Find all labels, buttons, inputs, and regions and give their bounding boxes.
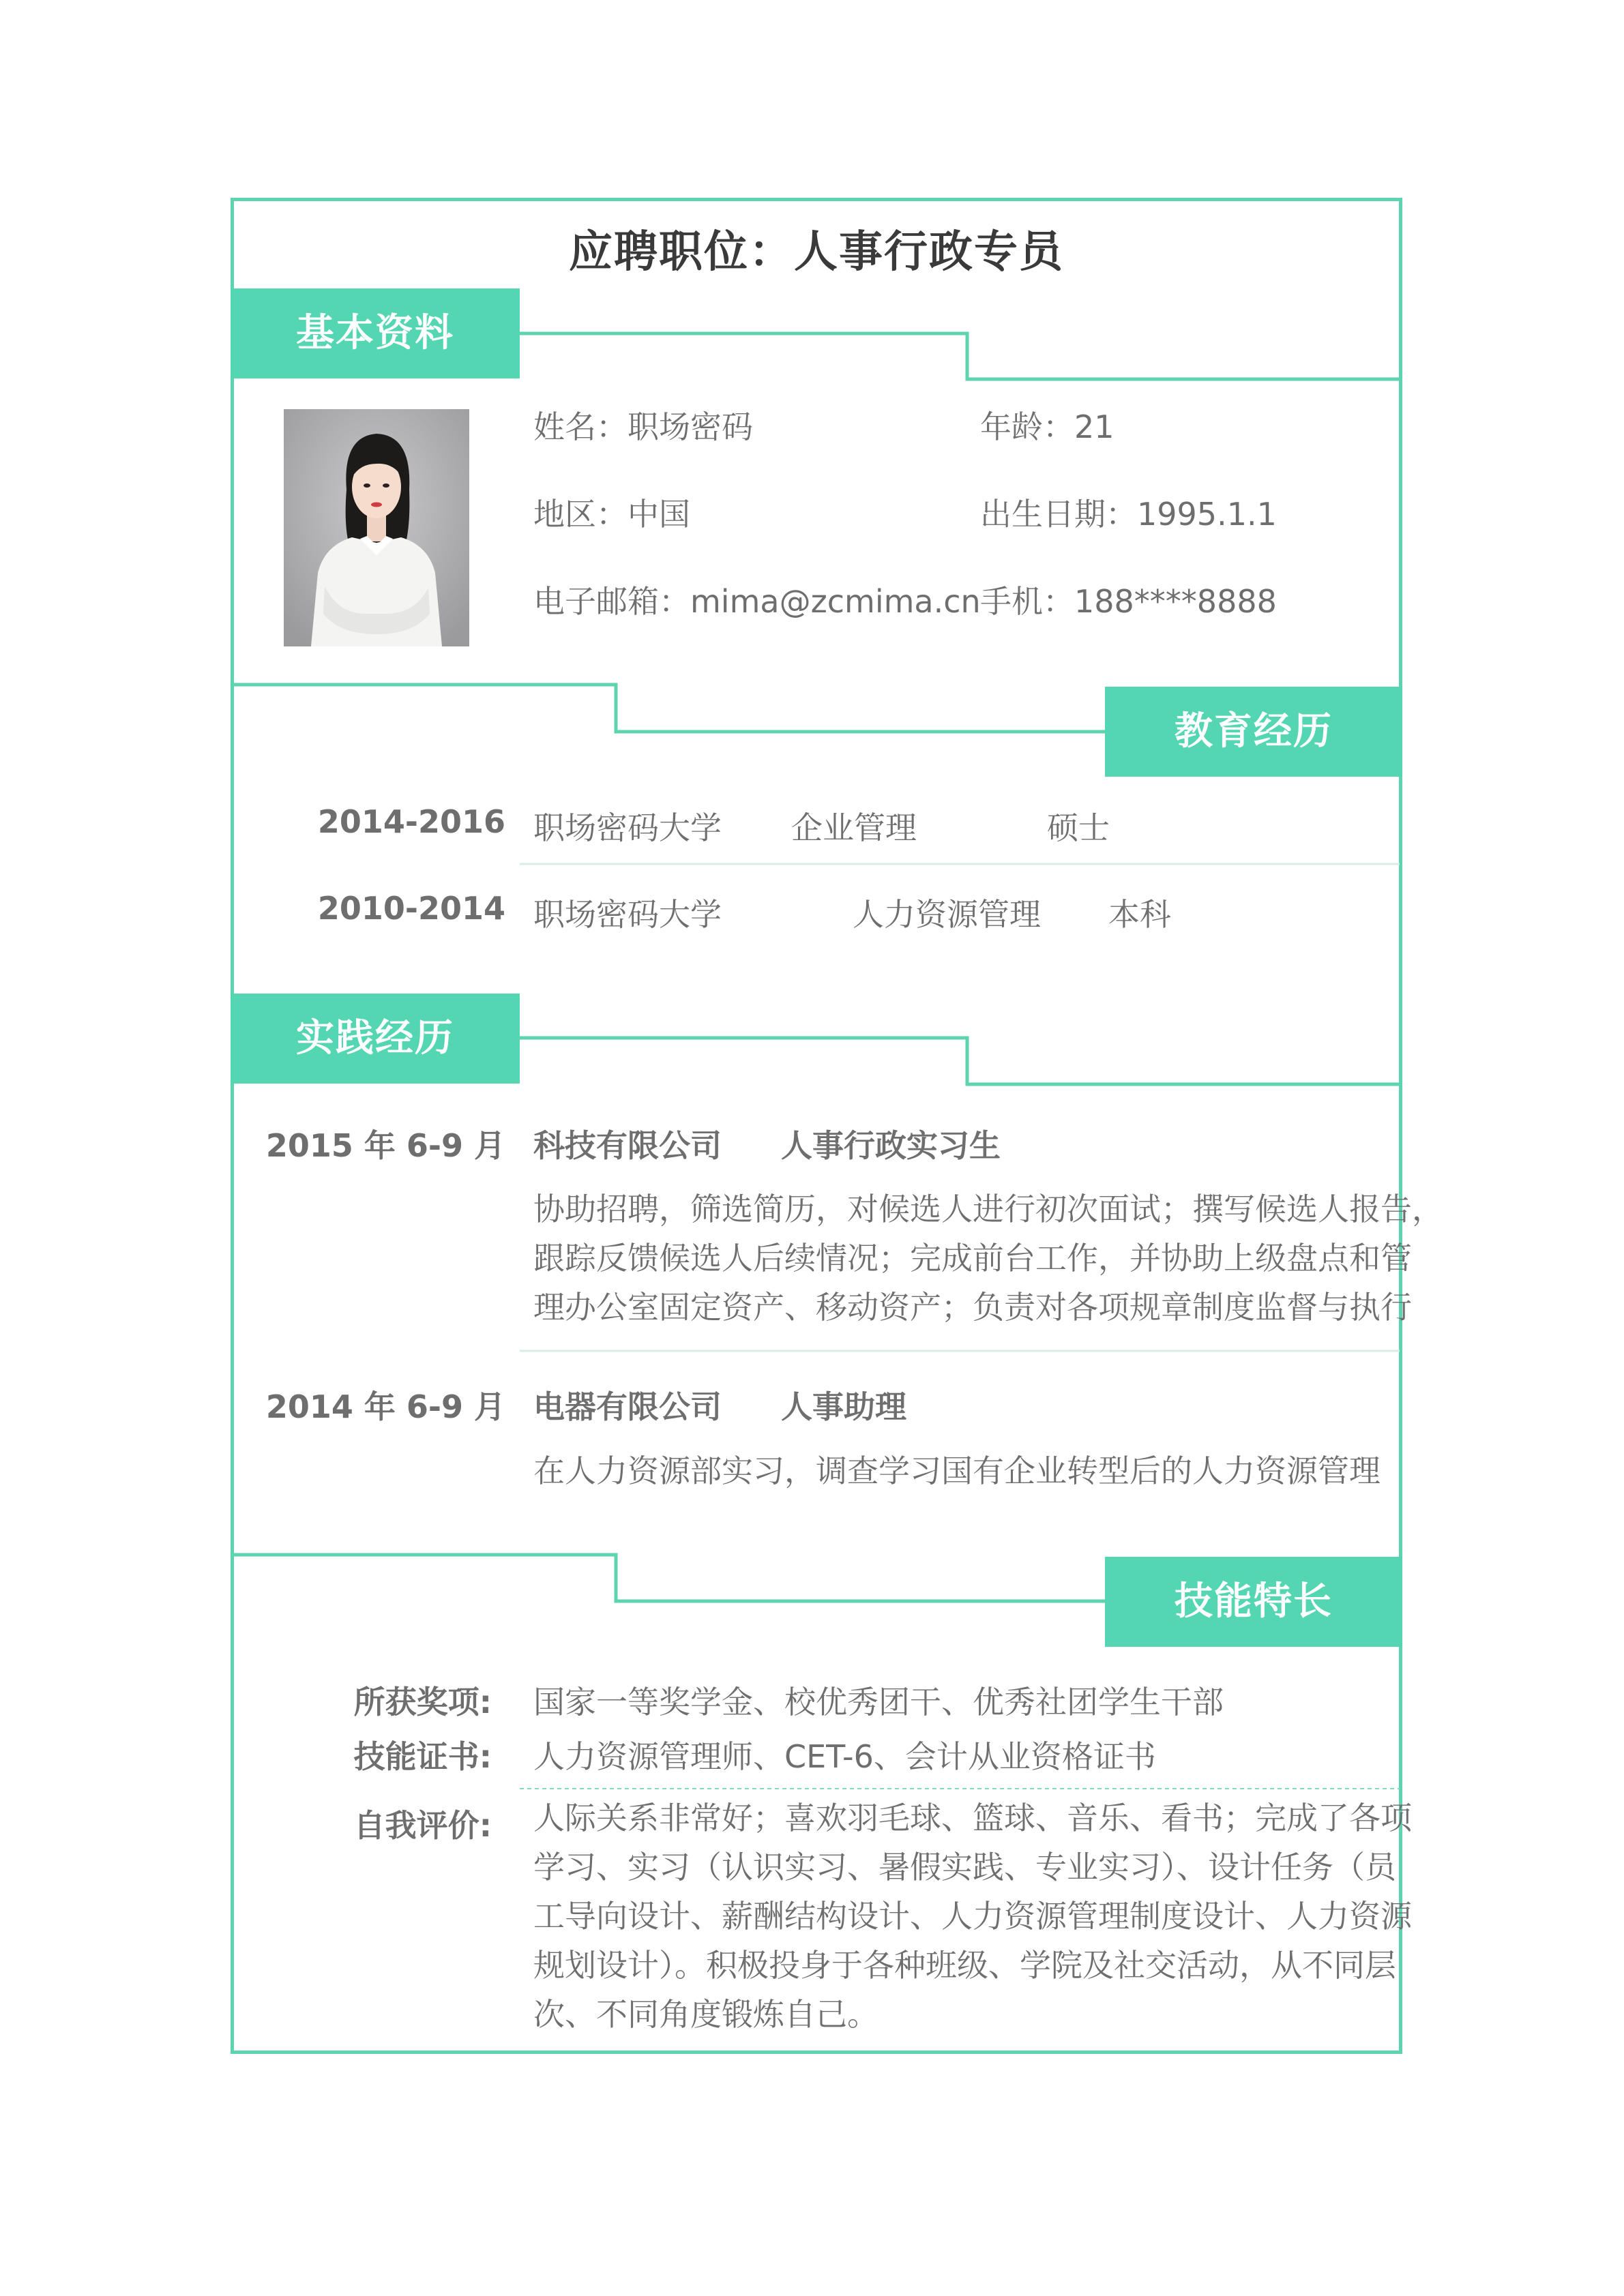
info-email: 电子邮箱：mima@zcmima.cn [533, 583, 981, 620]
tab-basic-info: 基本资料 [231, 288, 520, 378]
certs-label: 技能证书: [353, 1738, 492, 1775]
profile-photo [284, 409, 469, 646]
info-phone: 手机：188****8888 [980, 583, 1277, 620]
edu-degree: 本科 [1108, 896, 1171, 933]
info-name: 姓名：职场密码 [533, 408, 753, 445]
self-eval-line: 工导向设计、薪酬结构设计、人力资源管理制度设计、人力资源 [533, 1898, 1412, 1935]
practice-description [533, 1184, 1443, 1332]
self-eval-line: 规划设计）。积极投身于各种班级、学院及社交活动，从不同层 [533, 1947, 1396, 1984]
practice-line: 理办公室固定资产、移动资产；负责对各项规章制度监督与执行 [533, 1289, 1412, 1326]
self-eval-label: 自我评价: [353, 1807, 492, 1844]
practice-period: 2015 年 6-9 月 [265, 1127, 505, 1164]
awards-label: 所获奖项: [353, 1684, 492, 1720]
edu-major: 人力资源管理 [853, 896, 1041, 933]
edu-major: 企业管理 [791, 809, 917, 846]
self-eval-line: 学习、实习（认识实习、暑假实践、专业实习）、设计任务（员 [533, 1849, 1396, 1885]
practice-line: 协助招聘，筛选简历，对候选人进行初次面试；撰写候选人报告， [533, 1191, 1443, 1227]
certs-value: 人力资源管理师、CET-6、会计从业资格证书 [533, 1738, 1156, 1775]
tab-skills: 技能特长 [1105, 1557, 1402, 1647]
practice-period: 2014 年 6-9 月 [265, 1388, 505, 1425]
edu-period: 2010-2014 [317, 890, 505, 927]
edu-degree: 硕士 [1047, 809, 1110, 846]
practice-line: 跟踪反馈候选人后续情况；完成前台工作，并协助上级盘点和管 [533, 1240, 1412, 1277]
page-title: 应聘职位：人事行政专员 [569, 227, 1064, 278]
info-age: 年龄：21 [980, 408, 1114, 445]
self-eval-text [533, 1793, 1412, 2039]
edu-school: 职场密码大学 [533, 809, 722, 846]
practice-role: 人事行政实习生 [781, 1127, 1001, 1164]
self-eval-line: 人际关系非常好；喜欢羽毛球、篮球、音乐、看书；完成了各项 [533, 1800, 1412, 1836]
practice-role: 人事助理 [781, 1388, 906, 1425]
tab-practice: 实践经历 [231, 994, 520, 1084]
edu-period: 2014-2016 [317, 803, 505, 840]
practice-description [533, 1446, 1381, 1495]
practice-company: 电器有限公司 [533, 1388, 722, 1425]
edu-school: 职场密码大学 [533, 896, 722, 933]
practice-company: 科技有限公司 [533, 1127, 722, 1164]
tab-education: 教育经历 [1105, 687, 1402, 777]
self-eval-line: 次、不同角度锻炼自己。 [533, 1996, 879, 2033]
info-birth: 出生日期：1995.1.1 [980, 496, 1277, 533]
info-region: 地区：中国 [533, 496, 690, 533]
awards-value: 国家一等奖学金、校优秀团干、优秀社团学生干部 [533, 1684, 1224, 1720]
practice-line: 在人力资源部实习，调查学习国有企业转型后的人力资源管理 [533, 1452, 1381, 1489]
